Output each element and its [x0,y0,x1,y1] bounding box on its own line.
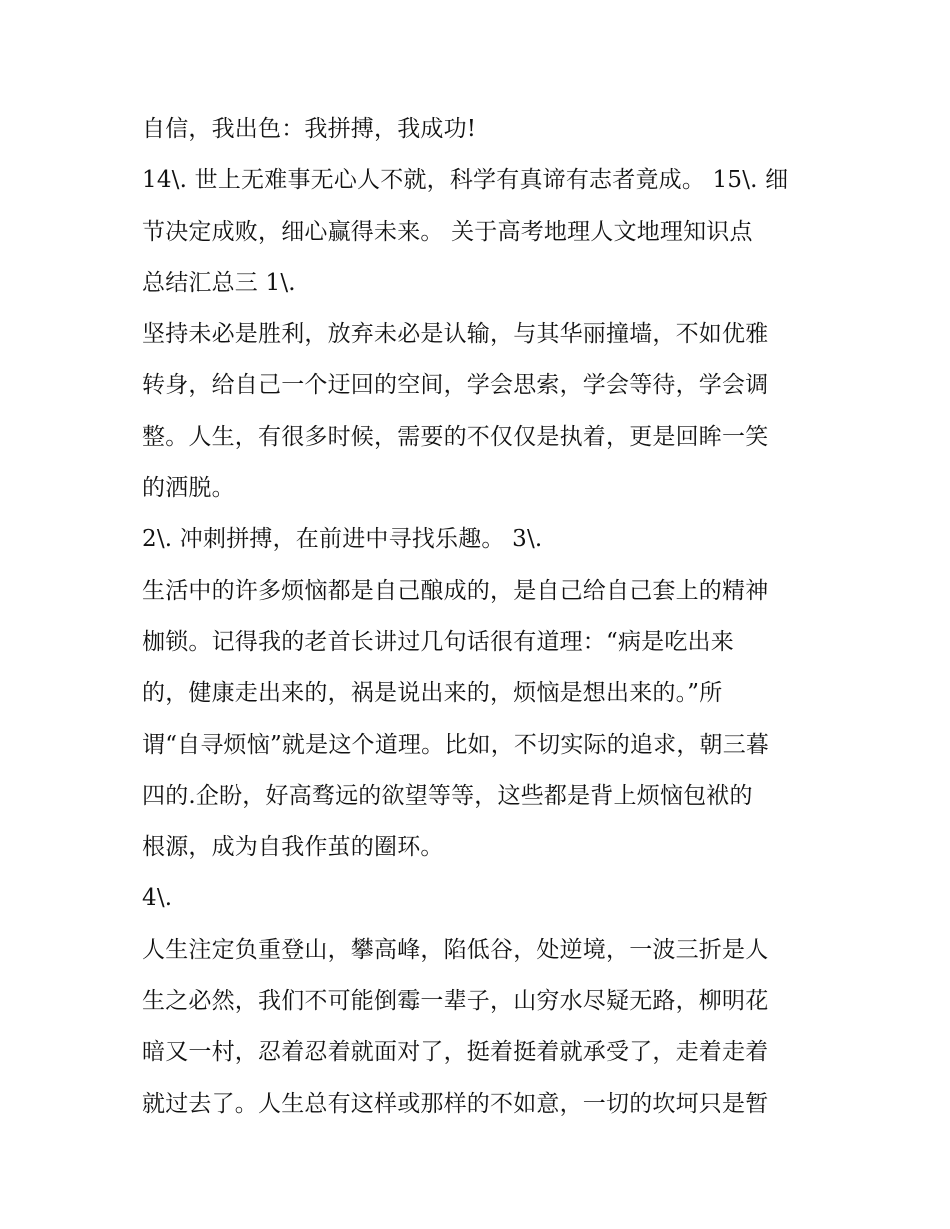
text-line: 14\. 世上无难事无心人不就，科学有真谛有志者竟成。 15\. 细 [142,167,789,194]
text-line: 整。人生，有很多时候，需要的不仅仅是执着，更是回眸一笑 [142,423,769,450]
text-line: 总结汇总三 1\. [142,269,296,296]
text-line: 的，健康走出来的，祸是说出来的，烦恼是想出来的。”所 [142,680,723,707]
text-line: 枷锁。记得我的老首长讲过几句话很有道理：“病是吃出来 [142,628,734,655]
text-line: 就过去了。人生总有这样或那样的不如意，一切的坎坷只是暂 [142,1090,769,1117]
text-line: 谓“自寻烦恼”就是这个道理。比如，不切实际的追求，朝三暮 [142,731,770,758]
text-line: 节决定成败，细心赢得未来。 关于高考地理人文地理知识点 [142,218,753,245]
text-line: 人生注定负重登山，攀高峰，陷低谷，处逆境，一波三折是人 [142,936,769,963]
text-line: 生之必然，我们不可能倒霉一辈子，山穷水尽疑无路，柳明花 [142,988,769,1015]
text-line: 转身，给自己一个迂回的空间，学会思索，学会等待，学会调 [142,372,769,399]
text-line: 自信，我出色：我拼搏，我成功! [142,116,477,142]
text-line: 四的.企盼，好高骛远的欲望等等，这些都是背上烦恼包袱的 [142,782,753,809]
text-line: 4\. [142,885,173,912]
text-line: 坚持未必是胜利，放弃未必是认输，与其华丽撞墙，不如优雅 [142,321,769,348]
text-line: 的洒脱。 [142,475,235,502]
text-line: 生活中的许多烦恼都是自己酿成的，是自己给自己套上的精神 [142,577,769,604]
text-line: 2\. 冲刺拼搏，在前进中寻找乐趣。 3\. [142,526,543,553]
body-text [142,107,822,1133]
text-line: 根源，成为自我作茧的圈环。 [142,834,444,861]
text-line: 暗又一村，忍着忍着就面对了，挺着挺着就承受了，走着走着 [142,1039,769,1066]
